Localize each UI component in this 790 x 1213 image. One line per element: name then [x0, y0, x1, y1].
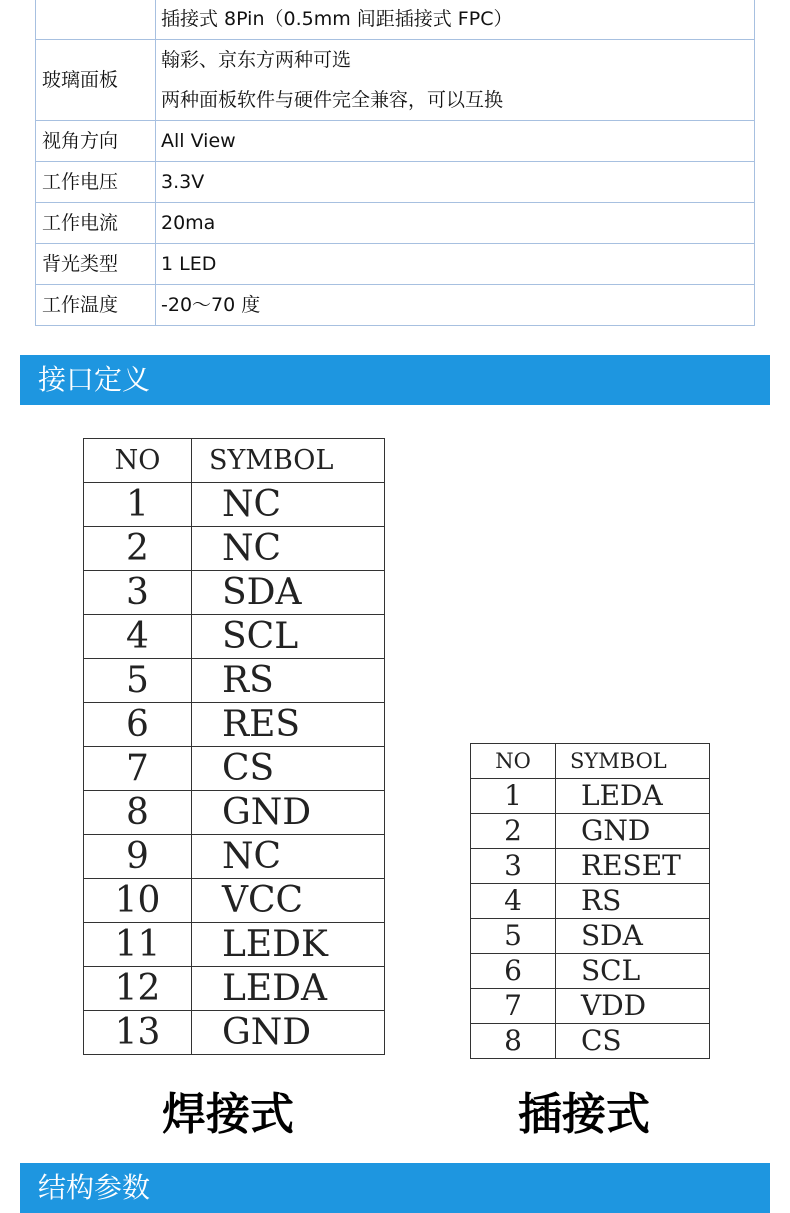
pin-number: 11 [84, 923, 192, 967]
pin-symbol: CS [192, 747, 385, 791]
pin-number: 5 [84, 659, 192, 703]
spec-key: 工作温度 [36, 285, 156, 326]
pin-number: 3 [84, 571, 192, 615]
spec-value [156, 40, 755, 121]
pin-number: 2 [471, 814, 556, 849]
table-row [84, 571, 385, 615]
table-header-row [471, 744, 710, 779]
table-row [471, 1024, 710, 1059]
spec-key [36, 0, 156, 40]
table-row [471, 884, 710, 919]
table-row [84, 747, 385, 791]
pin-symbol: RS [192, 659, 385, 703]
spec-key: 背光类型 [36, 244, 156, 285]
spec-value-line: 3.3V [161, 171, 205, 193]
section-title: 接口定义 [38, 363, 151, 396]
spec-value-line: All View [161, 130, 236, 152]
pin-number: 1 [471, 779, 556, 814]
table-row [84, 615, 385, 659]
spec-value-line: -20～70 度 [161, 294, 261, 316]
section-header-structure [20, 1163, 770, 1213]
pin-symbol: VDD [556, 989, 710, 1024]
table-row [471, 954, 710, 989]
column-header-symbol: SYMBOL [556, 744, 710, 779]
pin-symbol: LEDK [192, 923, 385, 967]
spec-row [36, 285, 755, 326]
pin-number: 8 [471, 1024, 556, 1059]
column-header-symbol: SYMBOL [192, 439, 385, 483]
table-row [84, 923, 385, 967]
pin-number: 4 [471, 884, 556, 919]
pin-number: 8 [84, 791, 192, 835]
table-row [471, 989, 710, 1024]
table-row [84, 879, 385, 923]
spec-key: 工作电压 [36, 162, 156, 203]
table-row [471, 919, 710, 954]
pin-symbol: LEDA [556, 779, 710, 814]
table-row [84, 967, 385, 1011]
pin-symbol: NC [192, 527, 385, 571]
table-row [471, 849, 710, 884]
spec-value [156, 121, 755, 162]
spec-row [36, 121, 755, 162]
section-title: 结构参数 [38, 1171, 151, 1204]
caption-solder: 焊接式 [162, 1089, 294, 1140]
pin-symbol: SCL [556, 954, 710, 989]
pin-symbol: GND [192, 791, 385, 835]
table-header-row [84, 439, 385, 483]
pin-symbol: SDA [556, 919, 710, 954]
pin-symbol: NC [192, 835, 385, 879]
spec-value-line: 插接式 8Pin（0.5mm 间距插接式 FPC） [161, 8, 513, 30]
table-row [471, 814, 710, 849]
spec-table [35, 0, 755, 326]
pin-symbol: RS [556, 884, 710, 919]
spec-value [156, 162, 755, 203]
spec-value-line: 翰彩、京东方两种可选 [161, 49, 352, 71]
spec-value-line: 1 LED [161, 253, 217, 275]
spec-row [36, 0, 755, 40]
pin-number: 6 [84, 703, 192, 747]
table-row [84, 659, 385, 703]
pin-number: 7 [84, 747, 192, 791]
caption-plug: 插接式 [518, 1089, 650, 1140]
spec-value [156, 285, 755, 326]
pin-number: 7 [471, 989, 556, 1024]
pin-symbol: SCL [192, 615, 385, 659]
table-row [84, 703, 385, 747]
pin-number: 9 [84, 835, 192, 879]
spec-value [156, 203, 755, 244]
spec-value-line: 20ma [161, 212, 216, 234]
pin-number: 2 [84, 527, 192, 571]
table-row [84, 527, 385, 571]
table-row [84, 791, 385, 835]
pin-number: 13 [84, 1011, 192, 1055]
table-row [471, 779, 710, 814]
pin-symbol: SDA [192, 571, 385, 615]
spec-value [156, 0, 755, 40]
table-row [84, 1011, 385, 1055]
spec-key: 工作电流 [36, 203, 156, 244]
column-header-no: NO [84, 439, 192, 483]
pin-number: 4 [84, 615, 192, 659]
table-row [84, 835, 385, 879]
pin-number: 3 [471, 849, 556, 884]
pin-number: 5 [471, 919, 556, 954]
spec-row [36, 40, 755, 121]
pin-symbol: RES [192, 703, 385, 747]
pin-number: 12 [84, 967, 192, 1011]
pin-symbol: VCC [192, 879, 385, 923]
pin-symbol: RESET [556, 849, 710, 884]
spec-key: 玻璃面板 [36, 40, 156, 121]
spec-row [36, 244, 755, 285]
spec-row [36, 162, 755, 203]
pin-symbol: GND [192, 1011, 385, 1055]
pin-symbol: CS [556, 1024, 710, 1059]
pin-number: 1 [84, 483, 192, 527]
section-header-interface [20, 355, 770, 405]
spec-value-line: 两种面板软件与硬件完全兼容，可以互换 [161, 89, 504, 111]
pin-symbol: LEDA [192, 967, 385, 1011]
pin-symbol: GND [556, 814, 710, 849]
table-row [84, 483, 385, 527]
spec-row [36, 203, 755, 244]
pin-number: 6 [471, 954, 556, 989]
pin-table-solder [83, 438, 385, 1055]
pin-symbol: NC [192, 483, 385, 527]
column-header-no: NO [471, 744, 556, 779]
pin-table-plug [470, 743, 710, 1059]
spec-key: 视角方向 [36, 121, 156, 162]
spec-value [156, 244, 755, 285]
pin-number: 10 [84, 879, 192, 923]
